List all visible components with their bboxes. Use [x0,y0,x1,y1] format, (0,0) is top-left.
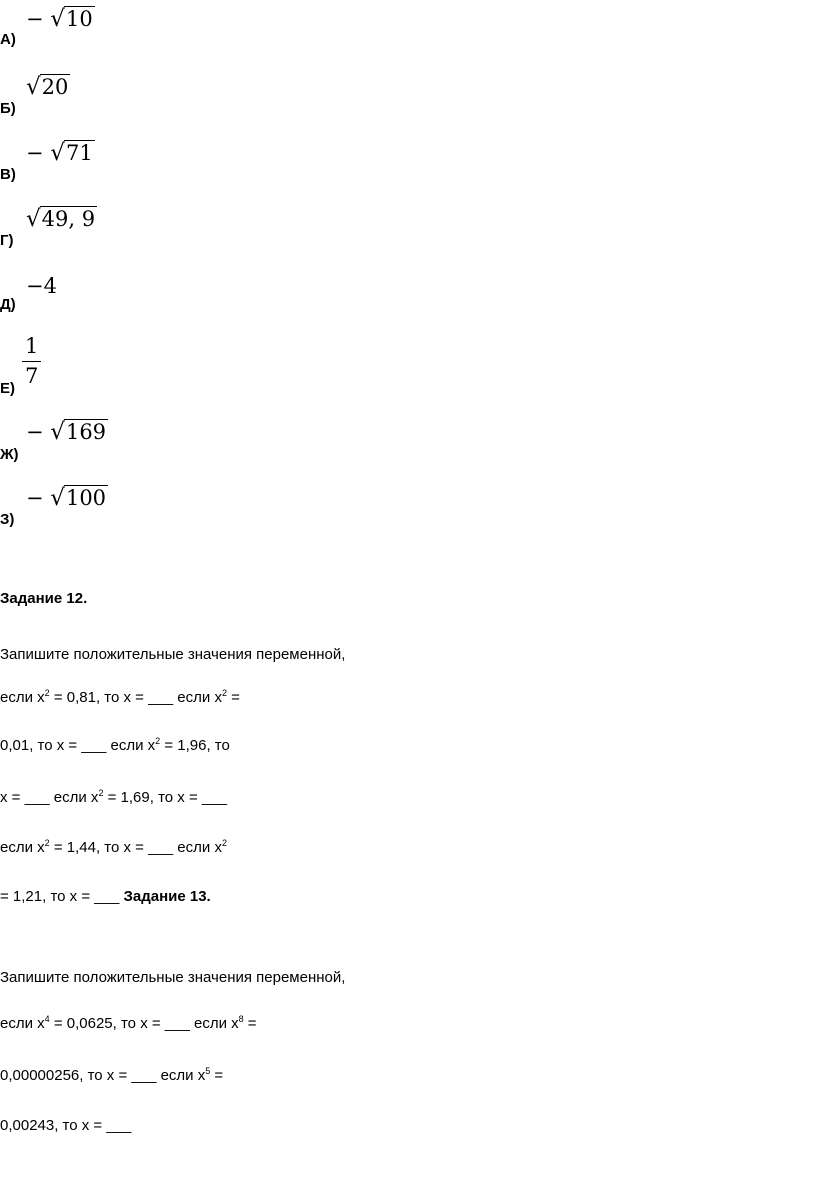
option-letter: Д) [0,296,16,313]
task12-title: Задание 12. [0,590,88,607]
task13-instruction: Запишите положительные значения переменной, [0,969,346,986]
radical: √71 [50,140,93,166]
radical: √49, 9 [26,206,96,232]
task12-line-1: если $x^2 = 0,81$, то x = ___ если $x^2$ = [0,688,240,706]
option-letter: Ж) [0,446,19,463]
numerator: 1 [22,336,41,362]
denominator: 7 [25,364,39,388]
option-expression [26,419,108,445]
fraction [22,336,41,387]
radical: √169 [50,419,107,445]
radicand: 71 [65,141,93,165]
option-expression [26,6,95,32]
radical: √100 [50,485,107,511]
option-expression [26,74,70,100]
option-letter: Г) [0,232,14,249]
option-expression [26,485,108,511]
minus-sign: − [26,141,44,165]
task12-line-4: если $x^2 = 1,44$, то x = ___ если $x^2$ [0,838,227,856]
option-letter: З) [0,511,15,528]
task12-line-5: = 1,21, то x = ___ Задание 13. [0,888,211,905]
radicand: 100 [65,486,107,510]
option-letter: А) [0,31,16,48]
task12-line-2: 0,01, то x = ___ если $x^2 = 1,96$, то [0,736,230,754]
task13-line-3: 0,00243, то x = ___ [0,1117,132,1134]
minus-sign: − [26,420,44,444]
minus-sign: − [26,486,44,510]
minus-sign: − [26,7,44,31]
radicand: 20 [41,75,69,99]
option-expression [26,206,97,232]
task13-line-1: если $x^4 = 0,0625$, то x = ___ если $x^8$ = [0,1014,257,1032]
radical: √20 [26,74,69,100]
option-letter: Е) [0,380,15,397]
radicand: 49, 9 [41,207,96,231]
radical: √10 [50,6,93,32]
radicand: 10 [65,7,93,31]
task12-line-3: x = ___ если $x^2 = 1,69$, то x = ___ [0,788,227,806]
option-letter: В) [0,166,16,183]
option-expression [26,140,95,166]
option-expression [22,334,41,387]
task12-instruction: Запишите положительные значения переменной, [0,646,346,663]
radicand: 169 [65,420,107,444]
task13-title: Задание 13. [123,888,211,905]
task13-line-2: 0,00000256, то x = ___ если $x^5$ = [0,1066,224,1084]
option-expression: −4 [26,274,57,298]
option-letter: Б) [0,100,16,117]
